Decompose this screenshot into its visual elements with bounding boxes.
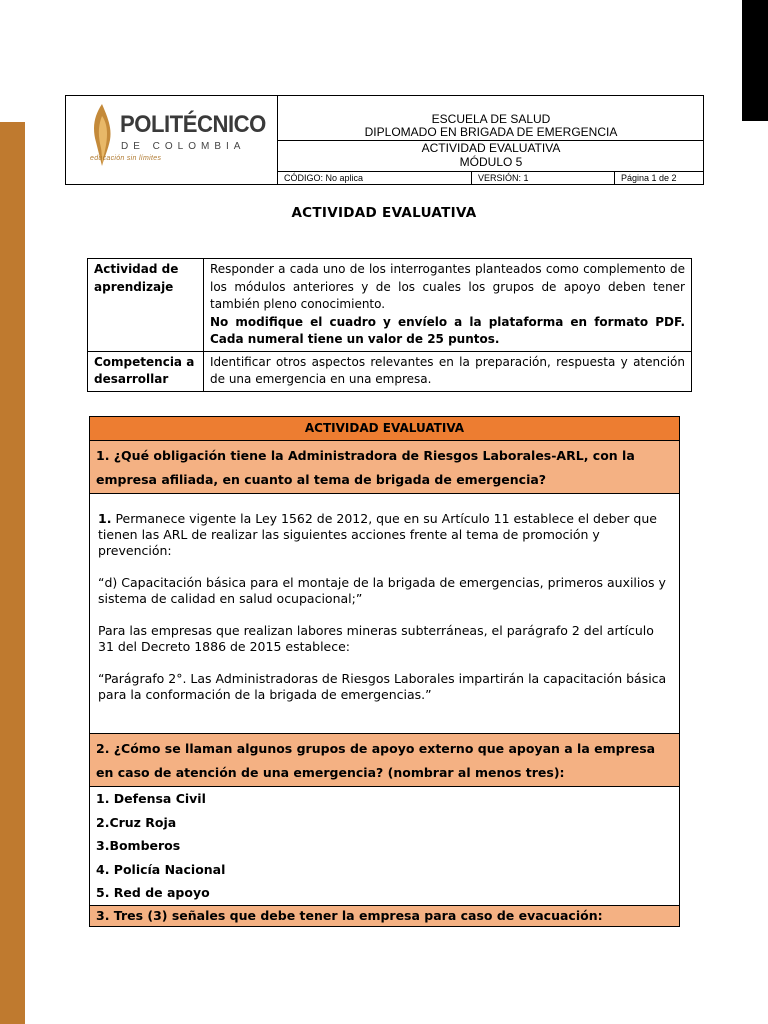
answer-2-list [90,787,679,906]
list-item: 1. Defensa Civil [96,791,206,806]
answer-1-quote-2: “Parágrafo 2°. Las Administradoras de Riesgos Laborales impartirán la capacitación básica para la conformación de la brigada de emergencias.” [98,671,667,702]
evaluation-header: ACTIVIDAD EVALUATIVA [90,417,679,441]
competence-label: Competencia a desarrollar [88,352,204,391]
header-module: MÓDULO 5 [459,155,523,169]
document-header [65,95,704,185]
learning-activity-row [88,259,691,352]
answer-1-paragraph [98,511,671,559]
document-code: CÓDIGO: No aplica [284,173,364,183]
learning-activity-instructions: No modifique el cuadro y envíelo a la plataforma en formato PDF. Cada numeral tiene un valor de 25 puntos. [210,314,685,346]
logo-name: POLITÉCNICO [120,111,266,138]
program-name: DIPLOMADO EN BRIGADA DE EMERGENCIA [364,125,618,139]
page-number: Página 1 de 2 [621,173,677,183]
answer-1-text: Permanece vigente la Ley 1562 de 2012, que en su Artículo 11 establece el deber que tienen las ARL de realizar las siguientes acciones frente al tema de promoción y prevención: [98,511,657,558]
list-item: 3.Bomberos [96,838,181,853]
question-1: 1. ¿Qué obligación tiene la Administradora de Riesgos Laborales-ARL, con la empresa afiliada, en cuanto al tema de brigada de emergencia? [90,441,679,494]
left-decorative-bar [0,122,25,1024]
answer-1-paragraph-2: Para las empresas que realizan labores mineras subterráneas, el parágrafo 2 del artículo 31 del Decreto 1886 de 2015 establece: [98,623,654,654]
evaluation-table [89,416,680,927]
answer-1-quote: “d) Capacitación básica para el montaje de la brigada de emergencias, primeros auxilios y sistema de calidad en salud ocupacional;” [98,575,666,606]
logo-subtitle: DE COLOMBIA [121,141,246,152]
list-item: 5. Red de apoyo [96,885,210,900]
page-title: ACTIVIDAD EVALUATIVA [291,205,477,221]
school-name: ESCUELA DE SALUD [431,112,551,126]
competence-row [88,352,691,391]
document-version: VERSIÓN: 1 [478,173,529,183]
question-3: 3. Tres (3) señales que debe tener la empresa para caso de evacuación: [90,906,679,926]
competence-text: Identificar otros aspectos relevantes en la preparación, respuesta y atención de una emergencia en una empresa. [210,354,685,386]
logo-tagline: educación sin límites [90,155,162,162]
learning-activity-text: Responder a cada uno de los interrogantes planteados como complemento de los módulos anteriores y de los cuales los grupos de apoyo deben tener también pleno conocimiento. [210,262,685,311]
learning-activity-label: Actividad de aprendizaje [88,259,204,351]
question-2: 2. ¿Cómo se llaman algunos grupos de apoyo externo que apoyan a la empresa en caso de atención de una emergencia? (nombrar al menos tres): [90,734,679,787]
list-item: 4. Policía Nacional [96,861,226,877]
answer-1-number: 1. [98,511,112,526]
learning-activity-content [204,259,691,351]
activity-info-table [87,258,692,392]
top-right-black-block [742,0,768,121]
list-item: 2.Cruz Roja [96,814,177,830]
header-activity: ACTIVIDAD EVALUATIVA [421,141,561,155]
logo-cell [66,96,278,184]
answer-1 [90,494,679,734]
